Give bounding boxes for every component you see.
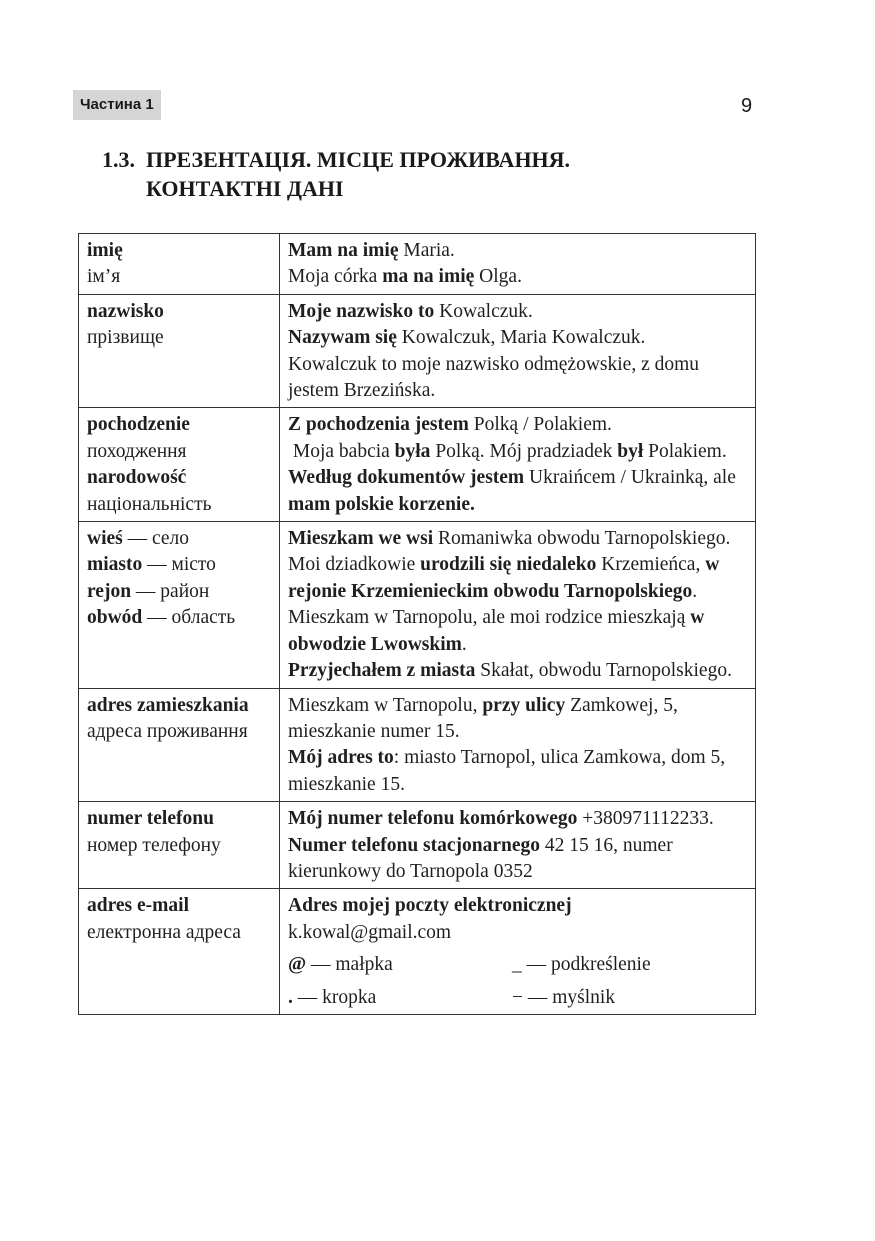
term-cell (79, 889, 280, 1015)
term-cell (79, 294, 280, 408)
section-number: 1.3. (102, 147, 135, 172)
example: Moje nazwisko to Kowalczuk. (288, 300, 533, 322)
term: narodowość (87, 467, 187, 489)
term-pair: rejon — район (87, 580, 210, 602)
translation: ім’я (87, 266, 121, 288)
example: Kowalczuk to moje nazwisko odmężowskie, z domu jestem Brzezińska. (288, 353, 700, 402)
examples-cell (280, 802, 756, 889)
term: imię (87, 240, 123, 261)
translation: адреса проживання (87, 720, 248, 742)
examples-cell (280, 688, 756, 802)
translation: електронна адреса (87, 921, 241, 943)
example: Mieszkam we wsi Romaniwka obwodu Tarnopolskiego. Moi dziadkowie urodzili się niedaleko Krzemieńca, w rejonie Krzemienieckim obwodu Tarnopolskiego. (288, 528, 731, 602)
part-label: Частина 1 (73, 90, 161, 120)
page-number: 9 (741, 95, 753, 117)
term: adres zamieszkania (87, 694, 249, 716)
example: Nazywam się Kowalczuk, Maria Kowalczuk. (288, 327, 646, 349)
symbol-dash: − — myślnik (512, 986, 616, 1008)
translation: прізвище (87, 327, 164, 349)
section-title-line2: КОНТАКТНІ ДАНІ (146, 176, 344, 201)
term-pair: obwód — область (87, 607, 236, 629)
term: nazwisko (87, 300, 164, 322)
section-heading (102, 145, 570, 203)
examples-cell (280, 522, 756, 688)
examples-cell (280, 234, 756, 295)
translation: національність (87, 493, 212, 515)
example: Mieszkam w Tarnopolu, ale moi rodzice mieszkają w obwodzie Lwowskim. (288, 607, 705, 655)
table-row (79, 294, 756, 408)
term-pair: miasto — місто (87, 554, 216, 576)
example: Mój numer telefonu komórkowego +380971112233. (288, 808, 714, 830)
example: Moja córka ma na imię Olga. (288, 266, 522, 288)
examples-cell (280, 408, 756, 522)
table-row (79, 688, 756, 802)
example: Numer telefonu stacjonarnego 42 15 16, numer kierunkowy do Tarnopola 0352 (288, 834, 673, 882)
examples-cell (280, 889, 756, 1015)
term-cell (79, 802, 280, 889)
term: adres e-mail (87, 895, 189, 917)
vocabulary-table (78, 233, 756, 1015)
term-cell (79, 688, 280, 802)
symbol-legend (288, 952, 748, 1011)
examples-cell (280, 294, 756, 408)
example: Mam na imię Maria. (288, 240, 455, 261)
table-row (79, 408, 756, 522)
example: Z pochodzenia jestem Polką / Polakiem. (288, 414, 612, 436)
section-title-line1: ПРЕЗЕНТАЦІЯ. МІСЦЕ ПРОЖИВАННЯ. (146, 147, 571, 172)
table-row (79, 889, 756, 1015)
example: Adres mojej poczty elektronicznej (288, 895, 572, 917)
translation: номер телефону (87, 834, 221, 856)
example: Mój adres to: miasto Tarnopol, ulica Zamkowa, dom 5, mieszkanie 15. (288, 747, 726, 795)
term: pochodzenie (87, 414, 190, 436)
email-address: k.kowal@gmail.com (288, 921, 452, 943)
example: Moja babcia była Polką. Mój pradziadek był Polakiem. (288, 440, 727, 462)
symbol-underscore: _ — podkreślenie (512, 954, 651, 976)
table-row (79, 522, 756, 688)
example: Według dokumentów jestem Ukraińcem / Ukrainką, ale mam polskie korzenie. (288, 467, 736, 515)
example: Przyjechałem z miasta Skałat, obwodu Tarnopolskiego. (288, 660, 732, 682)
symbol-dot: . — kropka (288, 986, 377, 1008)
term-pair: wieś — село (87, 528, 190, 550)
term: numer telefonu (87, 808, 214, 830)
term-cell (79, 408, 280, 522)
term-cell (79, 522, 280, 688)
table-row (79, 234, 756, 295)
table-row (79, 802, 756, 889)
example: Mieszkam w Tarnopolu, przy ulicy Zamkowej, 5, mieszkanie numer 15. (288, 694, 678, 742)
term-cell (79, 234, 280, 295)
translation: походження (87, 440, 187, 462)
symbol-at: @ — małpka (288, 954, 393, 976)
